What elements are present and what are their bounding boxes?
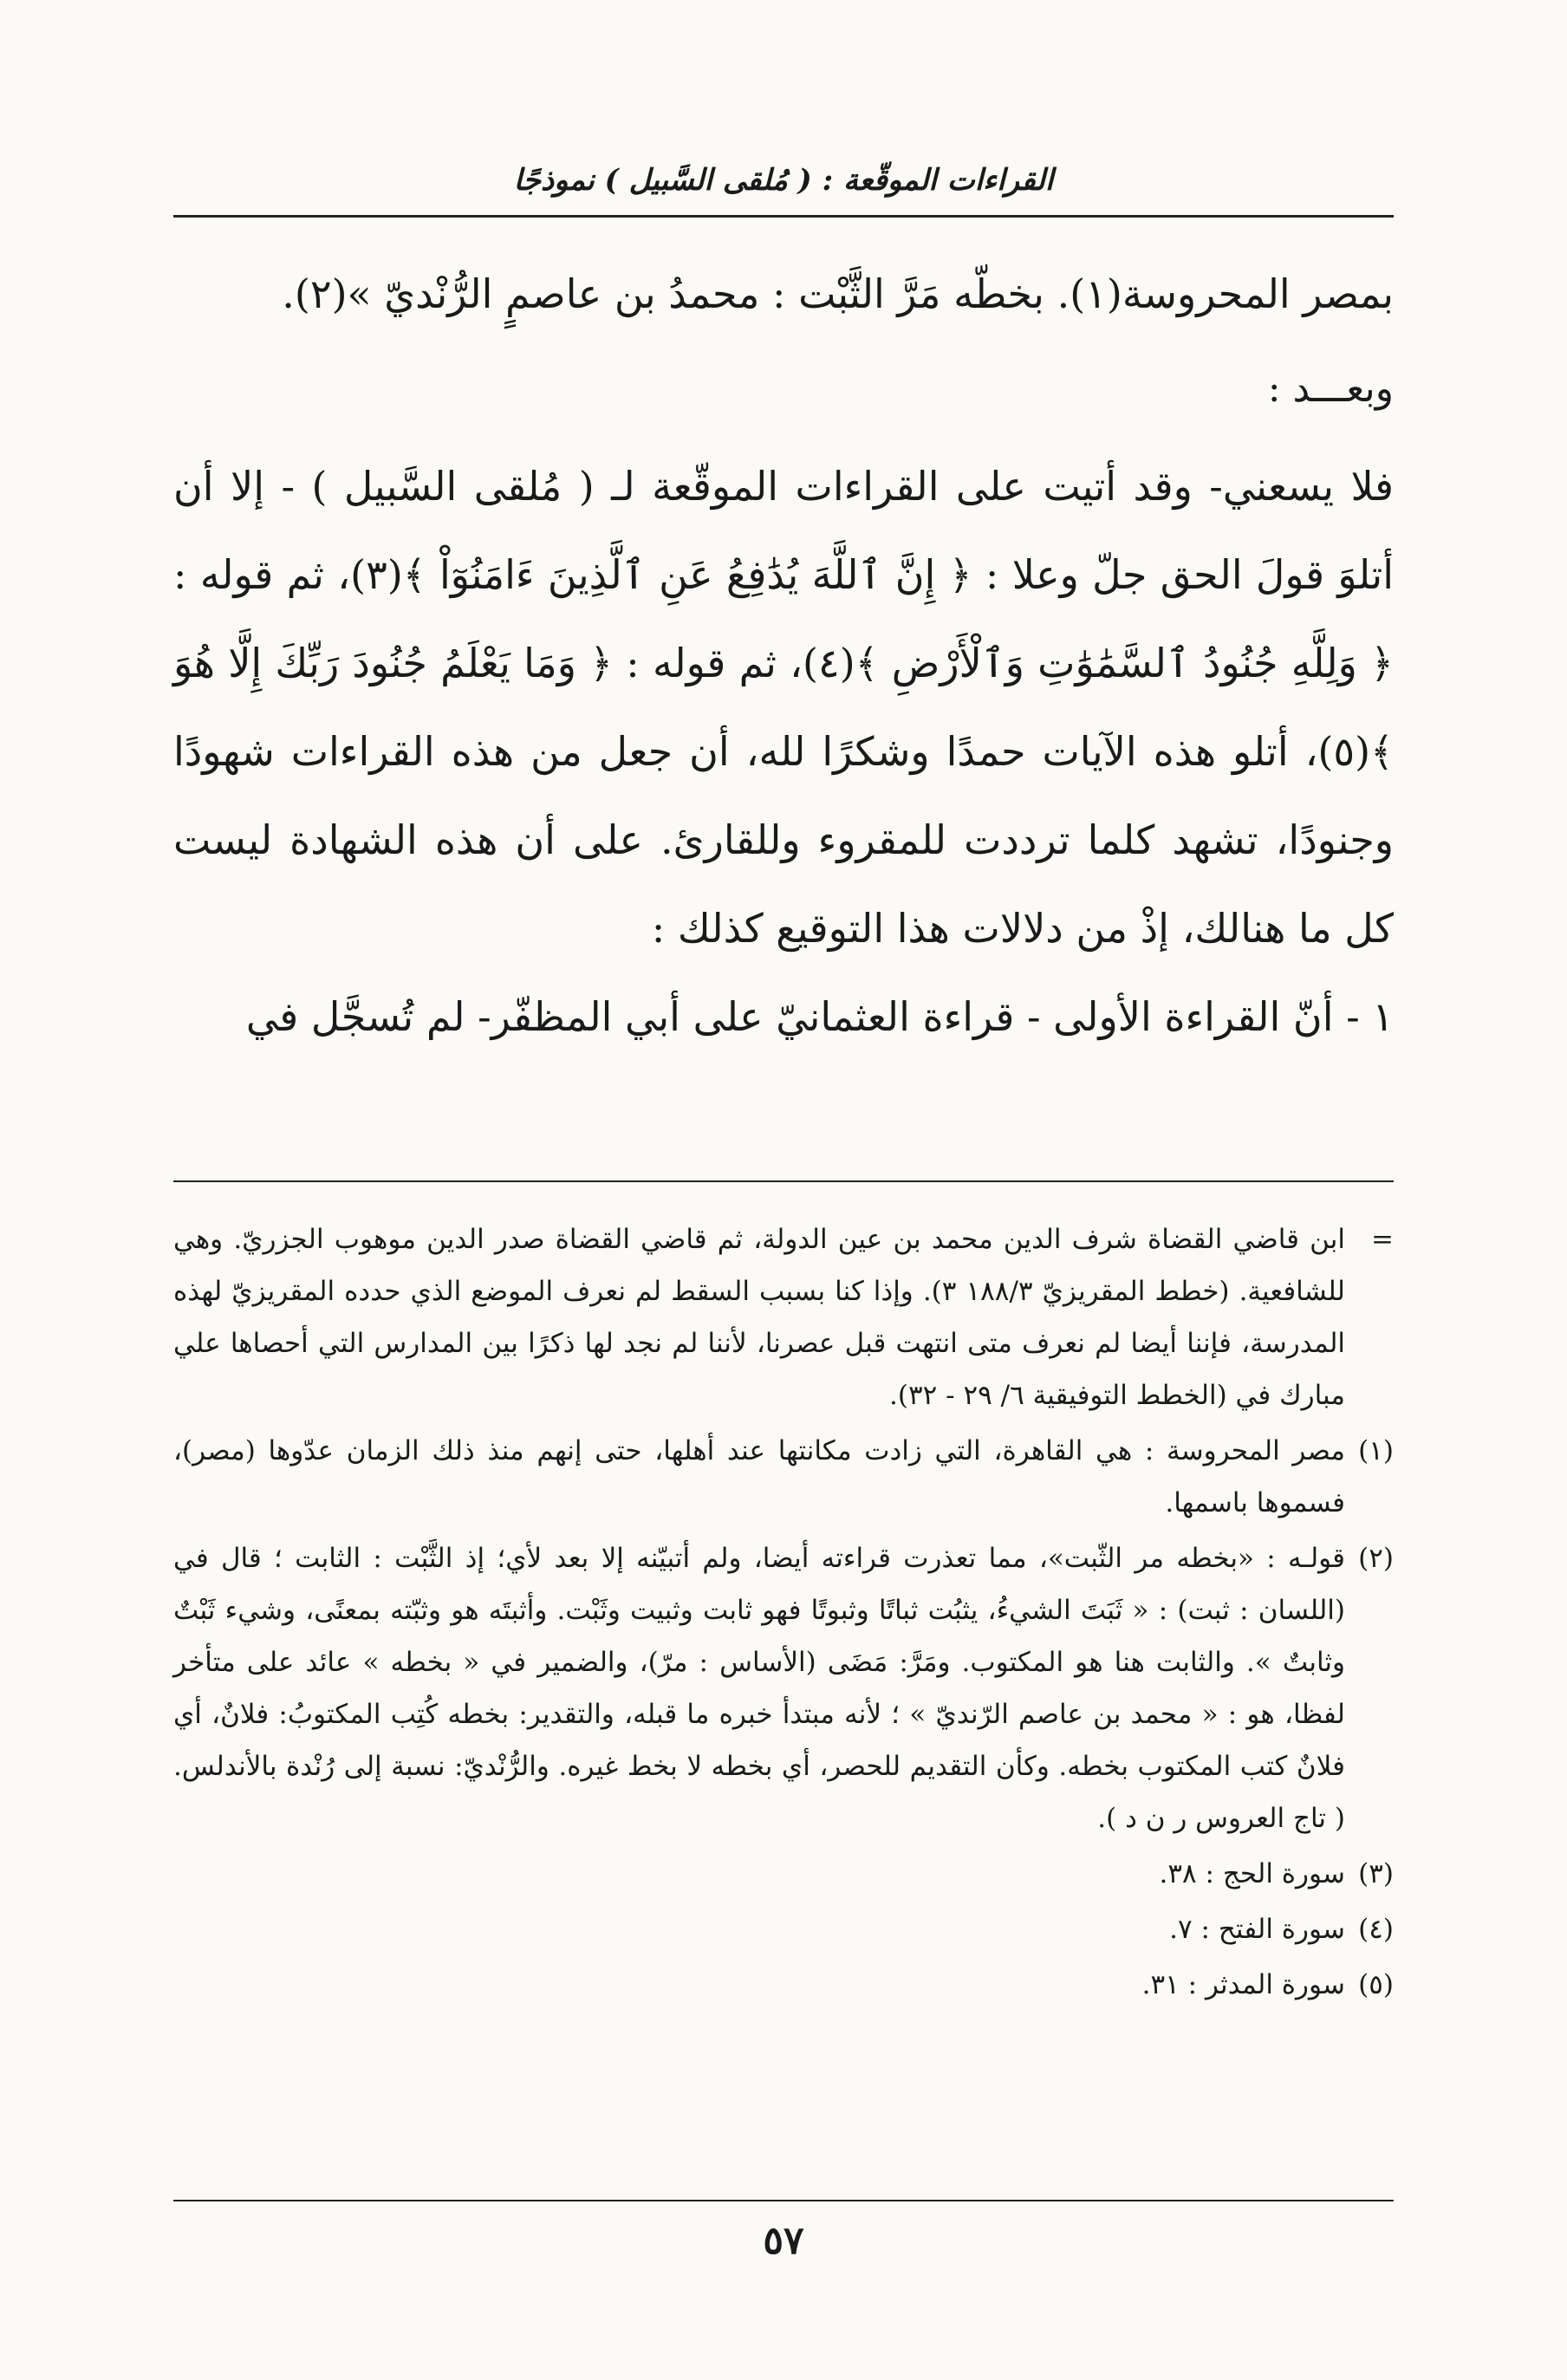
footnote-marker: =	[1371, 1224, 1394, 1255]
footnote-text: سورة المدثر : ٣١.	[1141, 1969, 1345, 2000]
section-heading: وبعـــد :	[1267, 367, 1394, 411]
body-paragraph-2: ١ - أنّ القراءة الأولى - قراءة العثمانيّ على أبي المظفّر- لم تُسجَّل في	[245, 993, 1394, 1040]
running-title: القراءات الموقّعة : ( مُلقى السَّبيل ) نموذجًا	[513, 163, 1054, 198]
body-paragraph-1: فلا يسعني- وقد أتيت على القراءات الموقّعة لـ ( مُلقى السَّبيل ) - إلا أن أتلوَ قولَ الحق جلّ وعلا : ﴿ إِنَّ ٱللَّهَ يُدَٰفِعُ عَنِ ٱلَّذِينَ ءَامَنُوٓاْ ﴾(٣)، ثم قوله : ﴿ وَلِلَّهِ جُنُودُ ٱلسَّمَٰوَٰتِ وَٱلْأَرْضِ ﴾(٤)، ثم قوله : ﴿ وَمَا يَعْلَمُ جُنُودَ رَبِّكَ إِلَّا هُوَ ﴾(٥)، أتلو هذه الآيات حمدًا وشكرًا لله، أن جعل من هذه القراءات شهودًا وجنودًا، تشهد كلما ترددت للمقروء وللقارئ. على أن هذه الشهادة ليست كل ما هنالك، إذْ من دلالات هذا التوقيع كذلك :	[173, 463, 1395, 952]
footnote-4	[173, 1903, 1394, 1955]
footnote-text: سورة الحج : ٣٨.	[1159, 1858, 1345, 1889]
page-number: ٥٧	[763, 2219, 804, 2263]
header-rule	[173, 215, 1394, 218]
footnote-number: (٣)	[1358, 1858, 1394, 1889]
footnote-text: قولـه : «بخطه مر الثّبت»، مما تعذرت قراءته أيضا، ولم أتبيّنه إلا بعد لأي؛ إذ الثَّبْت : الثابت ؛ قال في (اللسان : ثبت) : « ثَبَتَ الشيءُ، يثبُت ثباتًا وثبوتًا فهو ثابت وثبيت وثَبْت. وأثبتَه هو وثبّته بمعنًى، وشيء ثَبْتٌ وثابتٌ ». والثابت هنا هو المكتوب. ومَرَّ: مَضَى (الأساس : مرّ)، والضمير في « بخطه » عائد على متأخر لفظا، هو : « محمد بن عاصم الرّنديّ » ؛ لأنه مبتدأ خبره ما قبله، والتقدير: بخطه كُتِب المكتوبُ: فلانٌ، أي فلانٌ كتب المكتوب بخطه. وكأن التقديم للحصر، أي بخطه لا بخط غيره. والرُّنْديّ: نسبة إلى رُنْدة بالأندلس. ( تاج العروس ر ن د ).	[173, 1543, 1345, 1834]
footnote-2	[173, 1532, 1394, 1844]
footnote-number: (١)	[1358, 1435, 1394, 1466]
footnote-number: (٥)	[1358, 1969, 1394, 2000]
footnotes	[173, 1213, 1394, 2014]
footnote-3	[173, 1848, 1394, 1900]
footnote-continuation	[173, 1213, 1394, 1421]
body-line-1: بمصر المحروسة(١). بخطّه مَرَّ الثَّبْت : محمدُ بن عاصمٍ الرُّنْديّ »(٢).	[282, 270, 1394, 317]
footnote-5	[173, 1959, 1394, 2011]
footnote-text: مصر المحروسة : هي القاهرة، التي زادت مكانتها عند أهلها، حتى إنهم منذ ذلك الزمان عدّوها (مصر)، فسموها باسمها.	[173, 1435, 1345, 1518]
footnote-text: ابن قاضي القضاة شرف الدين محمد بن عين الدولة، ثم قاضي القضاة صدر الدين موهوب الجزريّ. وهي للشافعية. (خطط المقريزيّ ١٨٨/٣ ٣). وإذا كنا بسبب السقط لم نعرف الموضع الذي حدده المقريزيّ لهذه المدرسة، فإننا أيضا لم نعرف متى انتهت قبل عصرنا، لأننا لم نجد لها ذكرًا بين المدارس التي أحصاها علي مبارك في (الخطط التوفيقية ٦/ ٢٩ - ٣٢).	[173, 1224, 1345, 1411]
main-text	[173, 250, 1394, 1061]
footnote-separator	[173, 1180, 1394, 1182]
footnote-1	[173, 1425, 1394, 1529]
footnote-text: سورة الفتح : ٧.	[1169, 1914, 1345, 1945]
footnote-number: (٤)	[1358, 1914, 1394, 1945]
footer-rule	[173, 2200, 1394, 2201]
footnote-number: (٢)	[1358, 1543, 1394, 1574]
